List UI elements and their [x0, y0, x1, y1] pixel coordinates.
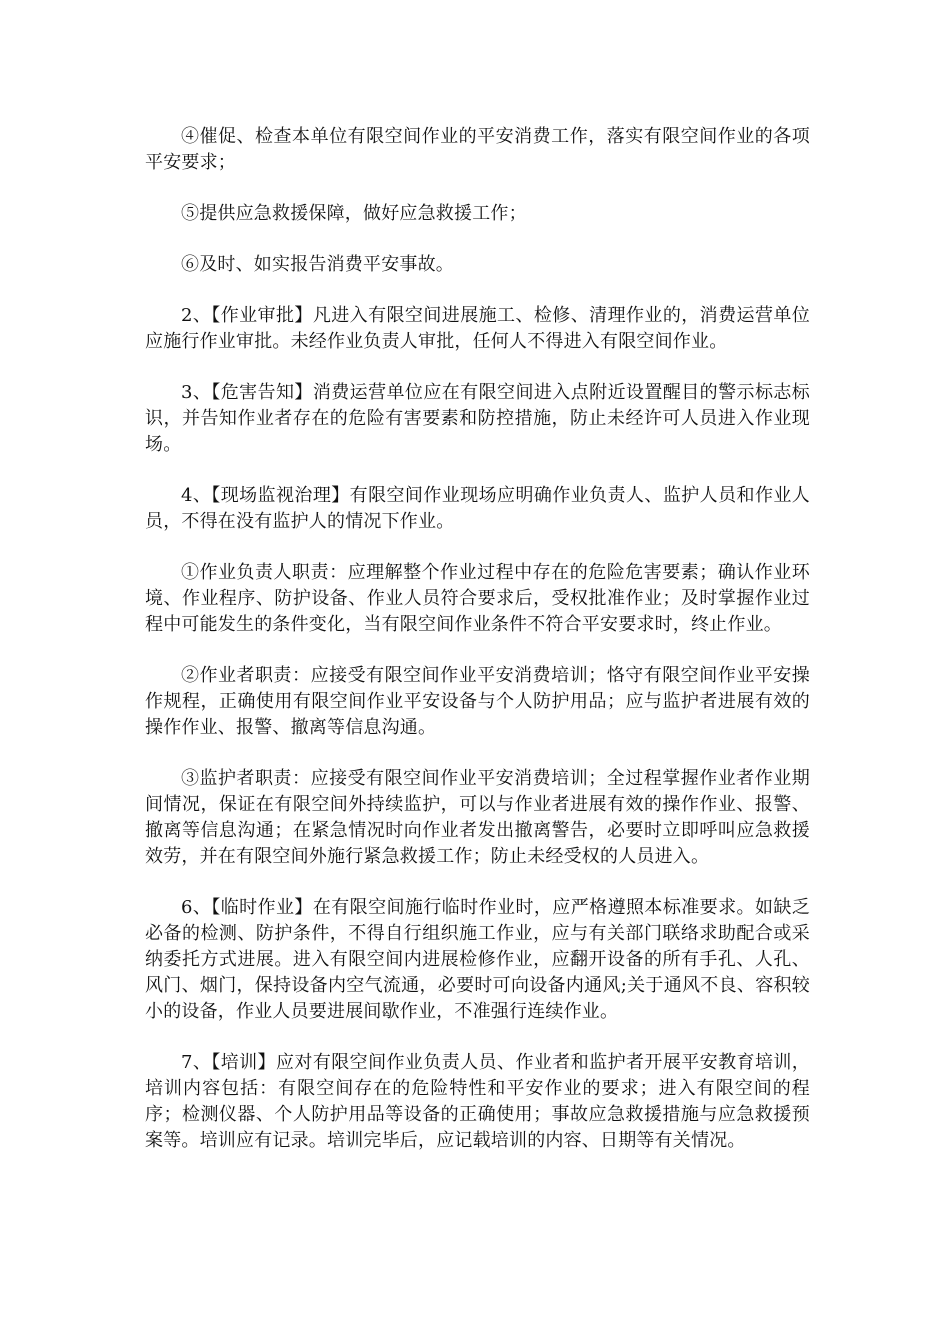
- paragraph-duty-6: ⑥及时、如实报告消费平安事故。: [181, 254, 454, 275]
- document-body: [145, 124, 810, 1179]
- paragraph-site-supervision: 4、【现场监视治理】有限空间作业现场应明确作业负责人、监护人员和作业人员，不得在没有监护人的情况下作业。: [145, 485, 810, 532]
- paragraph-worker-duty: ②作业者职责：应接受有限空间作业平安消费培训；恪守有限空间作业平安操作规程，正确使用有限空间作业平安设备与个人防护用品；应与监护者进展有效的操作作业、报警、撤离等信息沟通。: [145, 665, 810, 738]
- paragraph-temporary-work: 6、【临时作业】在有限空间施行临时作业时，应严格遵照本标准要求。如缺乏必备的检测、防护条件，不得自行组织施工作业，应与有关部门联络求助配合或采纳委托方式进展。进入有限空间内进展检修作业，应翻开设备的所有手孔、人孔、风门、烟门，保持设备内空气流通，必要时可向设备内通风;关于通风不良、容积较小的设备，作业人员要进展间歇作业，不准强行连续作业。: [145, 897, 810, 1022]
- paragraph-hazard-notice: 3、【危害告知】消费运营单位应在有限空间进入点附近设置醒目的警示标志标识，并告知作业者存在的危险有害要素和防控措施，防止未经许可人员进入作业现场。: [145, 382, 810, 455]
- paragraph-training: 7、【培训】应对有限空间作业负责人员、作业者和监护者开展平安教育培训，培训内容包括：有限空间存在的危险特性和平安作业的要求；进入有限空间的程序；检测仪器、个人防护用品等设备的正确使用；事故应急救援措施与应急救援预案等。培训应有记录。培训完毕后，应记载培训的内容、日期等有关情况。: [145, 1052, 810, 1151]
- paragraph-work-approval: 2、【作业审批】凡进入有限空间进展施工、检修、清理作业的，消费运营单位应施行作业审批。未经作业负责人审批，任何人不得进入有限空间作业。: [145, 305, 810, 352]
- paragraph-guardian-duty: ③监护者职责：应接受有限空间作业平安消费培训；全过程掌握作业者作业期间情况，保证在有限空间外持续监护，可以与作业者进展有效的操作作业、报警、撤离等信息沟通；在紧急情况时向作业者发出撤离警告，必要时立即呼叫应急救援效劳，并在有限空间外施行紧急救援工作；防止未经受权的人员进入。: [145, 768, 810, 867]
- paragraph-duty-5: ⑤提供应急救援保障，做好应急救援工作；: [181, 203, 527, 224]
- paragraph-supervisor-duty: ①作业负责人职责：应理解整个作业过程中存在的危险危害要素；确认作业环境、作业程序、防护设备、作业人员符合要求后，受权批准作业；及时掌握作业过程中可能发生的条件变化，当有限空间作业条件不符合平安要求时，终止作业。: [145, 562, 810, 635]
- paragraph-duty-4: ④催促、检查本单位有限空间作业的平安消费工作，落实有限空间作业的各项平安要求；: [145, 126, 810, 173]
